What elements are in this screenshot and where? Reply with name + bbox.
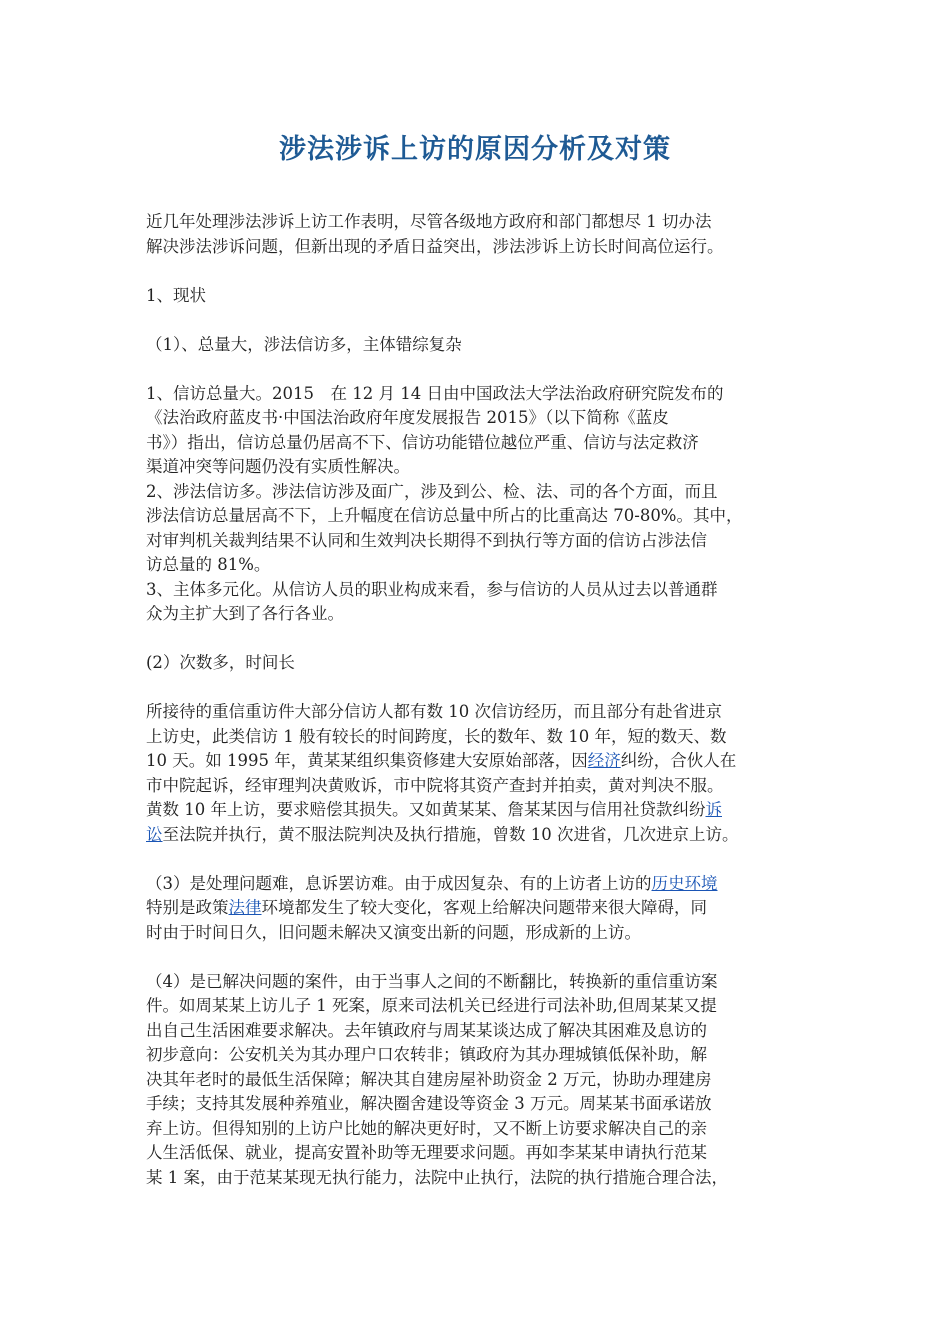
subheading-1: [146, 333, 818, 358]
text-line: 时由于时间日久，旧问题未解决又演变出新的问题，形成新的上访。: [146, 922, 641, 942]
text-segment: 特别是政策: [146, 898, 229, 917]
text-line: (2）次数多，时间长: [146, 653, 295, 672]
text-line: 出自己生活困难要求解决。去年镇政府与周某某谈达成了解决其困难及息访的: [146, 1020, 707, 1040]
text-line: 访总量的 81%。: [146, 555, 271, 574]
text-segment: 10 天。如 1995 年，黄某某组织集资修建大安原始部落，因: [146, 751, 588, 770]
link-law[interactable]: 法律: [228, 898, 262, 917]
paragraph-total-volume: [146, 382, 818, 480]
text-line: [146, 749, 818, 774]
text-line: 决其年老时的最低生活保障；解决其自建房屋补助资金 2 万元，协助办理建房: [146, 1069, 712, 1089]
text-line: 初步意向：公安机关为其办理户口农转非；镇政府为其办理城镇低保补助，解: [146, 1045, 707, 1064]
text-line: 近几年处理涉法涉诉上访工作表明，尽管各级地方政府和部门都想尽 1 切办法: [146, 212, 712, 231]
text-line: 3、主体多元化。从信访人员的职业构成来看，参与信访的人员从过去以普通群: [146, 579, 718, 599]
text-line: 某 1 案，由于范某某现无执行能力，法院中止执行，法院的执行措施合理合法，: [146, 1167, 728, 1187]
link-litigation[interactable]: 讼: [146, 824, 163, 844]
text-line: 上访史，此类信访 1 般有较长的时间跨度，长的数年、数 10 年，短的数天、数: [146, 726, 727, 746]
text-line: 解决涉法涉诉问题，但新出现的矛盾日益突出，涉法涉诉上访长时间高位运行。: [146, 236, 724, 256]
text-line: 《法治政府蓝皮书·中国法治政府年度发展报告 2015》（以下简称《蓝皮: [146, 408, 669, 427]
text-line: 渠道冲突等问题仍没有实质性解决。: [146, 457, 410, 476]
text-line: （4）是已解决问题的案件，由于当事人之间的不断翻比，转换新的重信重访案: [146, 971, 718, 991]
subheading-2: [146, 651, 818, 676]
document-body: [146, 210, 818, 1190]
text-segment: 黄数 10 年上访，要求赔偿其损失。又如黄某某、詹某某因与信用社贷款纠纷: [146, 800, 706, 819]
text-line: [146, 872, 818, 897]
text-line: 众为主扩大到了各行各业。: [146, 604, 344, 623]
text-segment: 至法院并执行，黄不服法院判决及执行措施，曾数 10 次进省，几次进京上访。: [162, 824, 739, 844]
text-line: 1、信访总量大。2015 在 12 月 14 日由中国政法大学法治政府研究院发布的: [146, 383, 724, 403]
text-line: 对审判机关裁判结果不认同和生效判决长期得不到执行等方面的信访占涉法信: [146, 530, 707, 550]
text-line: 人生活低保、就业，提高安置补助等无理要求问题。再如李某某申请执行范某: [146, 1143, 707, 1162]
text-line: [146, 823, 818, 848]
paragraph-hard-to-resolve: [146, 872, 818, 946]
text-line: 市中院起诉，经审理判决黄败诉，市中院将其资产查封并拍卖，黄对判决不服。: [146, 775, 724, 795]
text-line: [146, 798, 818, 823]
text-line: （1）、总量大，涉法信访多，主体错综复杂: [146, 334, 462, 354]
paragraph-repeat-petitions: [146, 700, 818, 847]
intro-paragraph: [146, 210, 818, 259]
text-line: 手续；支持其发展种养殖业，解决圈舍建设等资金 3 万元。周某某书面承诺放: [146, 1094, 712, 1113]
paragraph-diverse-subjects: [146, 578, 818, 627]
text-segment: （3）是处理问题难，息诉罢访难。由于成因复杂、有的上访者上访的: [146, 873, 652, 893]
link-economy[interactable]: 经济: [587, 751, 621, 770]
text-segment: 环境都发生了较大变化，客观上给解决问题带来很大障碍，同: [261, 898, 707, 917]
link-historical-environment[interactable]: 历史环境: [651, 873, 718, 893]
text-line: 所接待的重信重访件大部分信访人都有数 10 次信访经历，而且部分有赴省进京: [146, 702, 722, 721]
text-line: 件。如周某某上访儿子 1 死案，原来司法机关已经进行司法补助,但周某某又提: [146, 996, 717, 1015]
paragraph-legal-petitions: [146, 480, 818, 578]
text-line: 涉法信访总量居高不下，上升幅度在信访总量中所占的比重高达 70-80%。其中，: [146, 506, 743, 525]
text-line: 书》）指出，信访总量仍居高不下、信访功能错位越位严重、信访与法定救济: [146, 432, 699, 452]
text-line: [146, 896, 818, 921]
text-segment: 纠纷，合伙人在: [620, 751, 737, 770]
document-title: 涉法涉诉上访的原因分析及对策: [279, 134, 671, 165]
text-line: 2、涉法信访多。涉法信访涉及面广，涉及到公、检、法、司的各个方面，而且: [146, 481, 718, 501]
section-heading-status: [146, 284, 818, 309]
text-line: 1、现状: [146, 285, 206, 305]
text-line: 弃上访。但得知别的上访户比她的解决更好时，又不断上访要求解决自己的亲: [146, 1118, 707, 1138]
paragraph-resolved-cases: [146, 970, 818, 1191]
link-litigation[interactable]: 诉: [705, 800, 722, 819]
